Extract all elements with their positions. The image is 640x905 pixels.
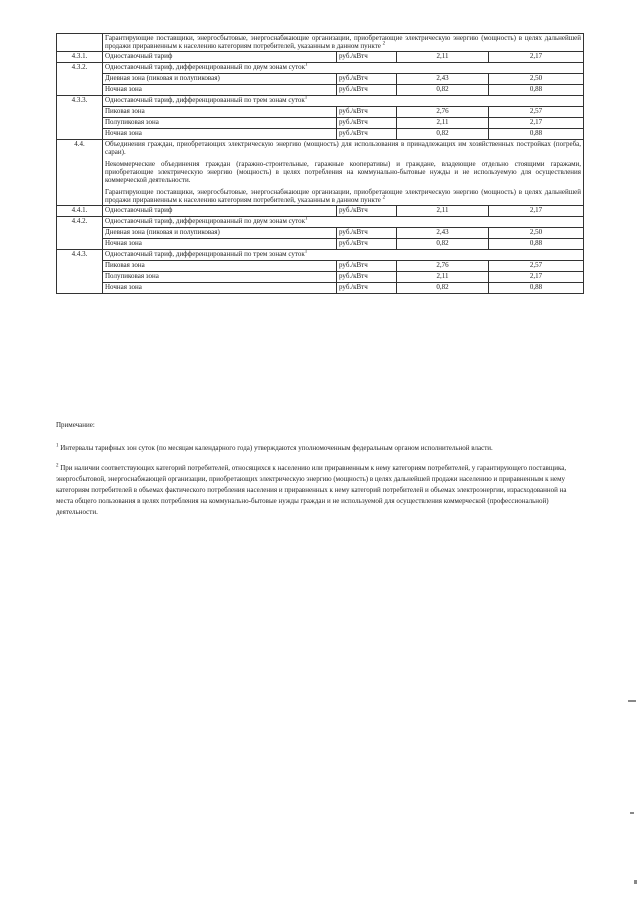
tariff-value-h1: 2,11 (397, 51, 489, 62)
tariff-name: Одноставочный тариф (103, 205, 337, 216)
scan-artifact (628, 700, 636, 702)
table-row (57, 73, 584, 84)
tariff-name (103, 95, 584, 106)
table-row (57, 62, 584, 73)
tariff-unit: руб./кВтч (337, 128, 397, 139)
footnote-ref: 1 (304, 95, 308, 101)
tariff-unit: руб./кВтч (337, 260, 397, 271)
zone-name: Ночная зона (103, 128, 337, 139)
row-number: 4.4.2. (57, 216, 103, 249)
footnote-ref: 1 (305, 216, 308, 222)
tariff-value-h1: 2,11 (397, 205, 489, 216)
footnote-ref: 2 (382, 195, 386, 201)
footnote-text: Интервалы тарифных зон суток (по месяцам календарного года) утверждаются уполномоченным федеральным органом исполнительной власти. (60, 444, 493, 452)
tariff-value-h2: 0,88 (489, 84, 584, 95)
table-row (57, 139, 584, 205)
tariff-value-h1: 2,11 (397, 117, 489, 128)
table-row (57, 249, 584, 260)
tariff-name-text: Одноставочный тариф, дифференцированный по двум зонам суток (105, 216, 306, 225)
description-paragraph: Объединения граждан, приобретающих электрическую энергию (мощность) для использования в принадлежащих им хозяйственных постройках (погреба, сараи). (105, 139, 582, 157)
notes-heading: Примечание: (56, 421, 95, 429)
footnote-ref: 1 (304, 249, 308, 255)
table-row (57, 238, 584, 249)
row-number: 4.3.2. (57, 62, 103, 95)
tariff-unit: руб./кВтч (337, 51, 397, 62)
scan-artifact (634, 880, 637, 884)
row-number (57, 34, 103, 52)
tariff-value-h2: 2,57 (489, 260, 584, 271)
table-row (57, 117, 584, 128)
table-row (57, 205, 584, 216)
footnote-ref: 2 (382, 42, 386, 48)
description-text: Гарантирующие поставщики, энергосбытовые, энергоснабжающие организации, приобретающие электрическую энергию (мощность) в целях дальнейшей продажи приравненным к населению категориям потребителей, указанным в данном пункте (105, 187, 582, 205)
tariff-value-h1: 2,76 (397, 260, 489, 271)
tariff-value-h1: 0,82 (397, 238, 489, 249)
zone-name: Полупиковая зона (103, 271, 337, 282)
tariff-value-h1: 0,82 (397, 282, 489, 293)
tariff-unit: руб./кВтч (337, 106, 397, 117)
table-row (57, 106, 584, 117)
zone-name: Пиковая зона (103, 260, 337, 271)
table-row (57, 95, 584, 106)
table-row (57, 128, 584, 139)
tariff-name (103, 62, 584, 73)
footnote-text: При наличии соответствующих категорий потребителей, относящихся к населению или приравненным к нему категориям потребителей, у гарантирующего поставщика, энергосбытовой, энергоснабжающей организации, приобретающих электрическую энергию (мощность) в целях дальнейшей продажи населению и приравненным к нему категориям потребителей в объемах фактического потребления населения и приравненных к нему категорий потребителей и объемах электроэнергии, израсходованной на места общего пользования в целях потребления на коммунально-бытовые нужды граждан и не используемой для осуществления коммерческой (профессиональной) деятельности. (56, 464, 567, 516)
table-row (57, 260, 584, 271)
notes-section (56, 420, 583, 527)
zone-name: Дневная зона (пиковая и полупиковая) (103, 73, 337, 84)
tariff-value-h1: 0,82 (397, 128, 489, 139)
zone-name: Полупиковая зона (103, 117, 337, 128)
description-text: Гарантирующие поставщики, энергосбытовые, энергоснабжающие организации, приобретающие электрическую энергию (мощность) в целях дальнейшей продажи приравненным к населению категориям потребителей, указанным в данном пункте (105, 34, 582, 51)
tariff-value-h2: 2,50 (489, 227, 584, 238)
tariff-value-h2: 2,17 (489, 51, 584, 62)
tariff-value-h2: 2,17 (489, 117, 584, 128)
row-number: 4.3.1. (57, 51, 103, 62)
footnote-ref: 1 (305, 62, 308, 68)
tariff-unit: руб./кВтч (337, 205, 397, 216)
row-number: 4.3.3. (57, 95, 103, 139)
table-row (57, 271, 584, 282)
footnote-marker: 1 (56, 443, 59, 449)
footnote-marker: 2 (56, 463, 59, 469)
tariff-unit: руб./кВтч (337, 73, 397, 84)
row-number: 4.4. (57, 139, 103, 205)
tariff-value-h1: 2,43 (397, 227, 489, 238)
tariff-value-h1: 2,43 (397, 73, 489, 84)
row-number: 4.4.3. (57, 249, 103, 293)
zone-name: Пиковая зона (103, 106, 337, 117)
tariff-value-h2: 0,88 (489, 282, 584, 293)
tariff-value-h1: 2,11 (397, 271, 489, 282)
table-row (57, 34, 584, 52)
tariff-unit: руб./кВтч (337, 282, 397, 293)
description-paragraph (105, 188, 581, 205)
zone-name: Дневная зона (пиковая и полупиковая) (103, 227, 337, 238)
tariff-unit: руб./кВтч (337, 227, 397, 238)
tariff-name-text: Одноставочный тариф, дифференцированный по трем зонам суток (105, 249, 305, 258)
tariff-value-h1: 2,76 (397, 106, 489, 117)
table-row (57, 216, 584, 227)
tariff-value-h2: 2,17 (489, 271, 584, 282)
table-row (57, 282, 584, 293)
tariff-value-h1: 0,82 (397, 84, 489, 95)
scan-artifact (630, 812, 634, 814)
tariff-name (103, 216, 584, 227)
tariff-value-h2: 0,88 (489, 238, 584, 249)
tariff-unit: руб./кВтч (337, 84, 397, 95)
zone-name: Ночная зона (103, 282, 337, 293)
footnote-1 (56, 443, 583, 454)
tariff-unit: руб./кВтч (337, 238, 397, 249)
tariff-unit: руб./кВтч (337, 117, 397, 128)
tariff-value-h2: 2,50 (489, 73, 584, 84)
table-row (57, 84, 584, 95)
zone-name: Ночная зона (103, 84, 337, 95)
tariff-table (56, 33, 584, 294)
description-paragraph: Некоммерческие объединения граждан (гаражно-строительные, гаражные кооперативы) и граждане, владеющие отдельно стоящими гаражами, приобретающие электрическую энергию (мощность) в целях потребления на коммунально-бытовые нужды и не используемую для осуществления коммерческой деятельности. (105, 159, 582, 185)
tariff-value-h2: 2,17 (489, 205, 584, 216)
zone-name: Ночная зона (103, 238, 337, 249)
tariff-name-text: Одноставочный тариф, дифференцированный по двум зонам суток (105, 62, 306, 71)
table-row (57, 227, 584, 238)
tariff-name (103, 249, 584, 260)
footnote-2 (56, 463, 583, 518)
tariff-name-text: Одноставочный тариф, дифференцированный по трем зонам суток (105, 95, 305, 104)
category-description (103, 34, 584, 52)
row-number: 4.4.1. (57, 205, 103, 216)
tariff-unit: руб./кВтч (337, 271, 397, 282)
table-row (57, 51, 584, 62)
tariff-value-h2: 2,57 (489, 106, 584, 117)
category-description (103, 139, 584, 205)
tariff-value-h2: 0,88 (489, 128, 584, 139)
tariff-name: Одноставочный тариф (103, 51, 337, 62)
